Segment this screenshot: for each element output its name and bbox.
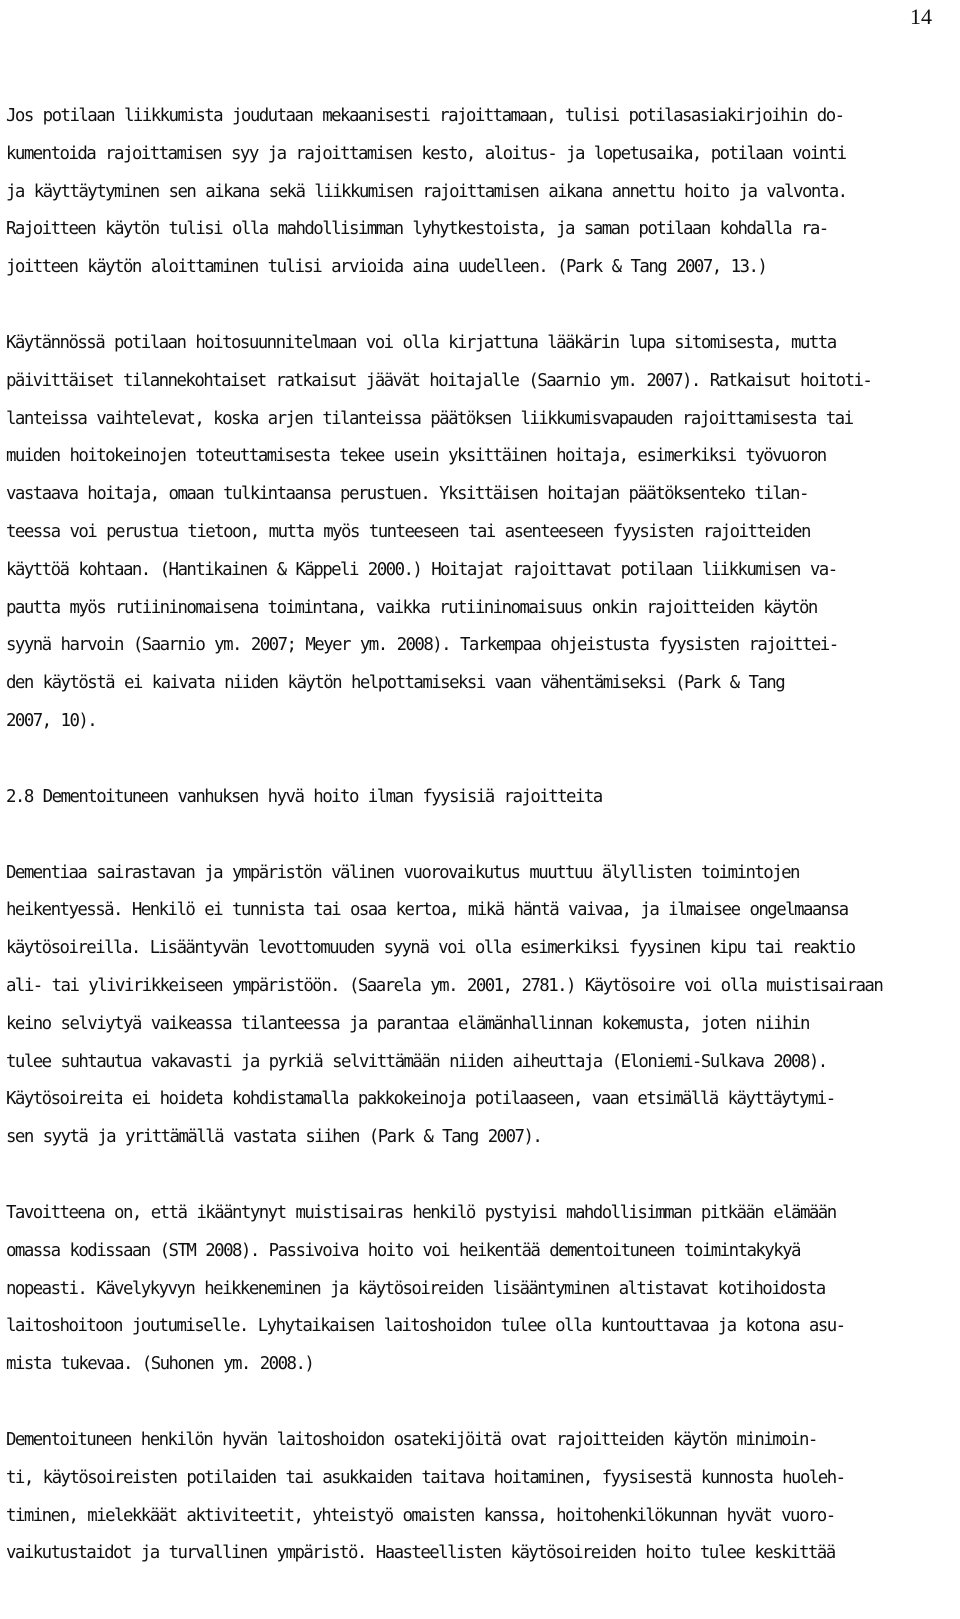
- text-line: mista tukevaa. (Suhonen ym. 2008.): [6, 1354, 314, 1375]
- text-line: den käytöstä ei kaivata niiden käytön helpottamiseksi vaan vähentämiseksi (Park & Tang: [6, 673, 785, 694]
- text-line: 2007, 10).: [6, 710, 97, 731]
- text-line: Käytösoireita ei hoideta kohdistamalla pakkokeinoja potilaaseen, vaan etsimällä käyttäytymi-: [6, 1089, 835, 1110]
- text-line: muiden hoitokeinojen toteuttamisesta tekee usein yksittäinen hoitaja, esimerkiksi työvuoron: [6, 446, 826, 467]
- text-line: tulee suhtautua vakavasti ja pyrkiä selvittämään niiden aiheuttaja (Eloniemi-Sulkava 2008).: [6, 1051, 827, 1072]
- paragraph-restraint-documentation: [6, 98, 912, 287]
- text-line: pautta myös rutiininomaisena toimintana, vaikka rutiininomaisuus onkin rajoitteiden käytön: [6, 597, 817, 618]
- text-line: Tavoitteena on, että ikääntynyt muistisairas henkilö pystyisi mahdollisimman pitkään elämään: [6, 1202, 836, 1223]
- text-line: omassa kodissaan (STM 2008). Passivoiva hoito voi heikentää dementoituneen toimintakykyä: [6, 1240, 800, 1261]
- text-line: Dementoituneen henkilön hyvän laitoshoidon osatekijöitä ovat rajoitteiden käytön minimoin-: [6, 1429, 817, 1450]
- text-line: vaikutustaidot ja turvallinen ympäristö. Haasteellisten käytösoireiden hoito tulee keskittää: [6, 1543, 835, 1564]
- text-line: Rajoitteen käytön tulisi olla mahdollisimman lyhytkestoista, ja saman potilaan kohdalla ra-: [6, 219, 828, 240]
- text-line: ja käyttäytyminen sen aikana sekä liikkumisen rajoittamisen aikana annettu hoito ja valvonta.: [6, 181, 847, 202]
- text-line: syynä harvoin (Saarnio ym. 2007; Meyer ym. 2008). Tarkempaa ohjeistusta fyysisten rajoittei-: [6, 635, 838, 656]
- text-line: nopeasti. Kävelykyvyn heikkeneminen ja käytösoireiden lisääntyminen altistavat kotihoidosta: [6, 1278, 825, 1299]
- document-body: [6, 98, 912, 1573]
- paragraph-practice: [6, 325, 912, 741]
- section-heading: 2.8 Dementoituneen vanhuksen hyvä hoito ilman fyysisiä rajoitteita: [6, 786, 602, 807]
- page-number: 14: [910, 4, 932, 29]
- text-line: sen syytä ja yrittämällä vastata siihen (Park & Tang 2007).: [6, 1127, 542, 1148]
- paragraph-dementia-interaction: [6, 855, 912, 1157]
- text-line: laitoshoitoon joutumiselle. Lyhytaikaisen laitoshoidon tulee olla kuntouttavaa ja kotona asu-: [6, 1316, 845, 1337]
- text-line: timinen, mielekkäät aktiviteetit, yhteistyö omaisten kanssa, hoitohenkilökunnan hyvät vuoro-: [6, 1505, 835, 1526]
- paragraph-goal: [6, 1195, 912, 1384]
- text-line: käyttöä kohtaan. (Hantikainen & Käppeli 2000.) Hoitajat rajoittavat potilaan liikkumisen va-: [6, 559, 837, 580]
- text-line: ali- tai ylivirikkeiseen ympäristöön. (Saarela ym. 2001, 2781.) Käytösoire voi olla muistisairaan: [6, 975, 883, 996]
- text-line: kumentoida rajoittamisen syy ja rajoittamisen kesto, aloitus- ja lopetusaika, potilaan vointi: [6, 143, 846, 164]
- text-line: lanteissa vaihtelevat, koska arjen tilanteissa päätöksen liikkumisvapauden rajoittamisesta tai: [6, 408, 853, 429]
- text-line: keino selviytyä vaikeassa tilanteessa ja parantaa elämänhallinnan kokemusta, joten niihin: [6, 1013, 809, 1034]
- paragraph-institutional-care: [6, 1422, 912, 1573]
- text-line: vastaava hoitaja, omaan tulkintaansa perustuen. Yksittäisen hoitajan päätöksenteko tilan-: [6, 484, 808, 505]
- text-line: heikentyessä. Henkilö ei tunnista tai osaa kertoa, mikä häntä vaivaa, ja ilmaisee ongelmaansa: [6, 900, 848, 921]
- text-line: ti, käytösoireisten potilaiden tai asukkaiden taitava hoitaminen, fyysisestä kunnosta huoleh-: [6, 1467, 845, 1488]
- text-line: käytösoireilla. Lisääntyvän levottomuuden syynä voi olla esimerkiksi fyysinen kipu tai reaktio: [6, 938, 855, 959]
- text-line: Käytännössä potilaan hoitosuunnitelmaan voi olla kirjattuna lääkärin lupa sitomisesta, mutta: [6, 332, 836, 353]
- text-line: Dementiaa sairastavan ja ympäristön välinen vuorovaikutus muuttuu älyllisten toimintojen: [6, 862, 799, 883]
- text-line: päivittäiset tilannekohtaiset ratkaisut jäävät hoitajalle (Saarnio ym. 2007). Ratkaisut hoitoti-: [6, 370, 872, 391]
- text-line: Jos potilaan liikkumista joudutaan mekaanisesti rajoittamaan, tulisi potilasasiakirjoihin do-: [6, 106, 844, 126]
- text-line: joitteen käytön aloittaminen tulisi arvioida aina uudelleen. (Park & Tang 2007, 13.): [6, 257, 767, 278]
- text-line: teessa voi perustua tietoon, mutta myös tunteeseen tai asenteeseen fyysisten rajoitteiden: [6, 521, 810, 542]
